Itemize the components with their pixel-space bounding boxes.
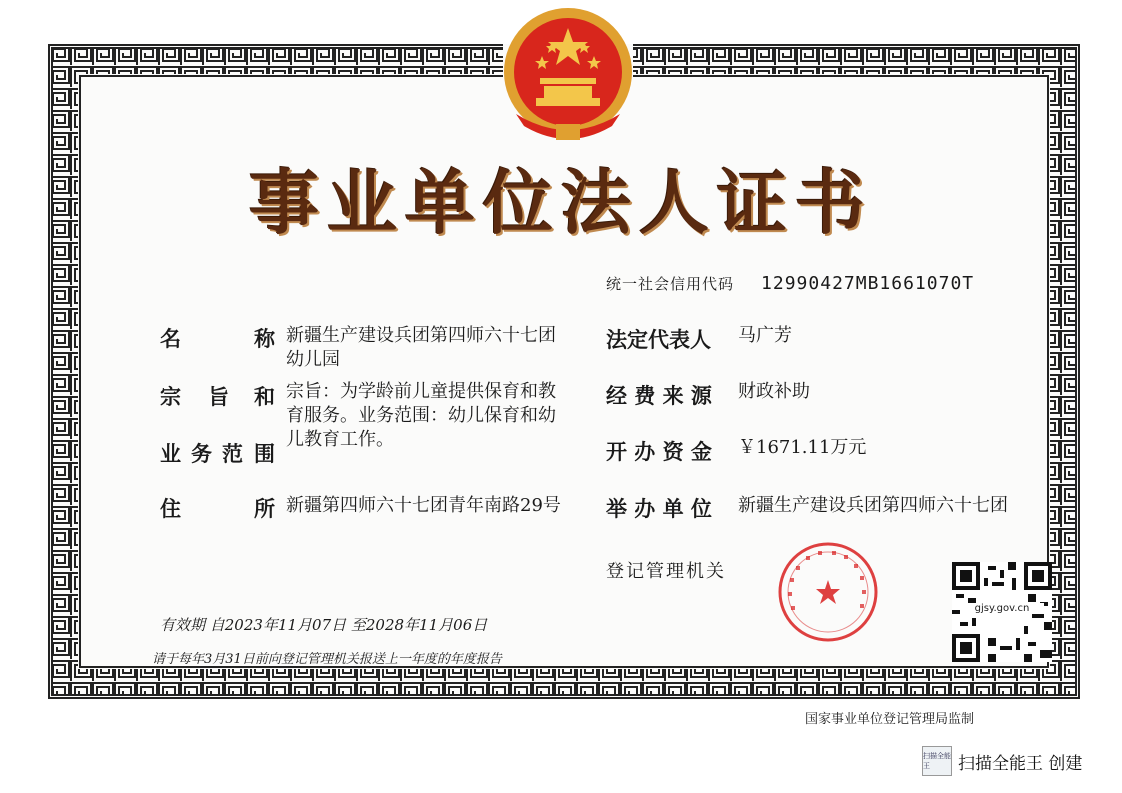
scope-label-b: 务 [191, 442, 212, 466]
sponsor-value: 新疆生产建设兵团第四师六十七团 [738, 495, 1008, 516]
legal-rep-value: 马广芳 [738, 325, 792, 346]
name-value-line1: 新疆生产建设兵团第四师六十七团 [286, 325, 556, 346]
name-value-line2: 幼儿园 [286, 349, 340, 370]
validity-period: 有效期 自2023年11月07日 至2028年11月06日 [160, 616, 488, 634]
scanner-watermark [922, 746, 1082, 776]
capital-value: ￥1671.11万元 [738, 437, 867, 458]
purpose-label-b: 旨 [208, 385, 229, 409]
annual-report-notice: 请于每年3月31日前向登记管理机关报送上一年度的年度报告 [152, 652, 502, 667]
certificate-title: 事业单位法人证书 [249, 161, 873, 244]
scope-label-c: 范 [222, 442, 243, 466]
official-seal [776, 540, 880, 644]
funding-value: 财政补助 [738, 381, 810, 402]
name-label-a: 名 [160, 327, 181, 351]
funding-label: 经 费 来 源 [606, 384, 712, 408]
credit-code-value: 12990427MB1661070T [761, 273, 975, 294]
address-value: 新疆第四师六十七团青年南路29号 [286, 495, 561, 516]
qr-url-label: gjsy.gov.cn [960, 603, 1044, 614]
purpose-value-line2: 育服务。业务范围：幼儿保育和幼 [286, 405, 556, 426]
scanner-logo-icon: 扫描全能王 [922, 746, 952, 776]
scope-label-a: 业 [160, 442, 181, 466]
supervised-by: 国家事业单位登记管理局监制 [805, 712, 975, 727]
registration-authority: 登记管理机关 [606, 561, 726, 582]
purpose-label-a: 宗 [160, 385, 181, 409]
scope-label-d: 围 [254, 442, 275, 466]
credit-code-row [606, 273, 974, 294]
purpose-value-line3: 儿教育工作。 [286, 429, 394, 450]
scanner-caption: 扫描全能王 创建 [958, 753, 1083, 774]
legal-rep-label: 法定代表人 [606, 328, 711, 352]
address-label-a: 住 [160, 497, 181, 521]
national-emblem [498, 6, 638, 146]
purpose-label-c: 和 [254, 385, 275, 409]
name-label-b: 称 [254, 327, 275, 351]
credit-code-label: 统一社会信用代码 [606, 275, 735, 293]
capital-label: 开 办 资 金 [606, 440, 712, 464]
sponsor-label: 举 办 单 位 [606, 497, 712, 521]
purpose-value-line1: 宗旨：为学龄前儿童提供保育和教 [286, 381, 556, 402]
address-label-b: 所 [254, 497, 275, 521]
